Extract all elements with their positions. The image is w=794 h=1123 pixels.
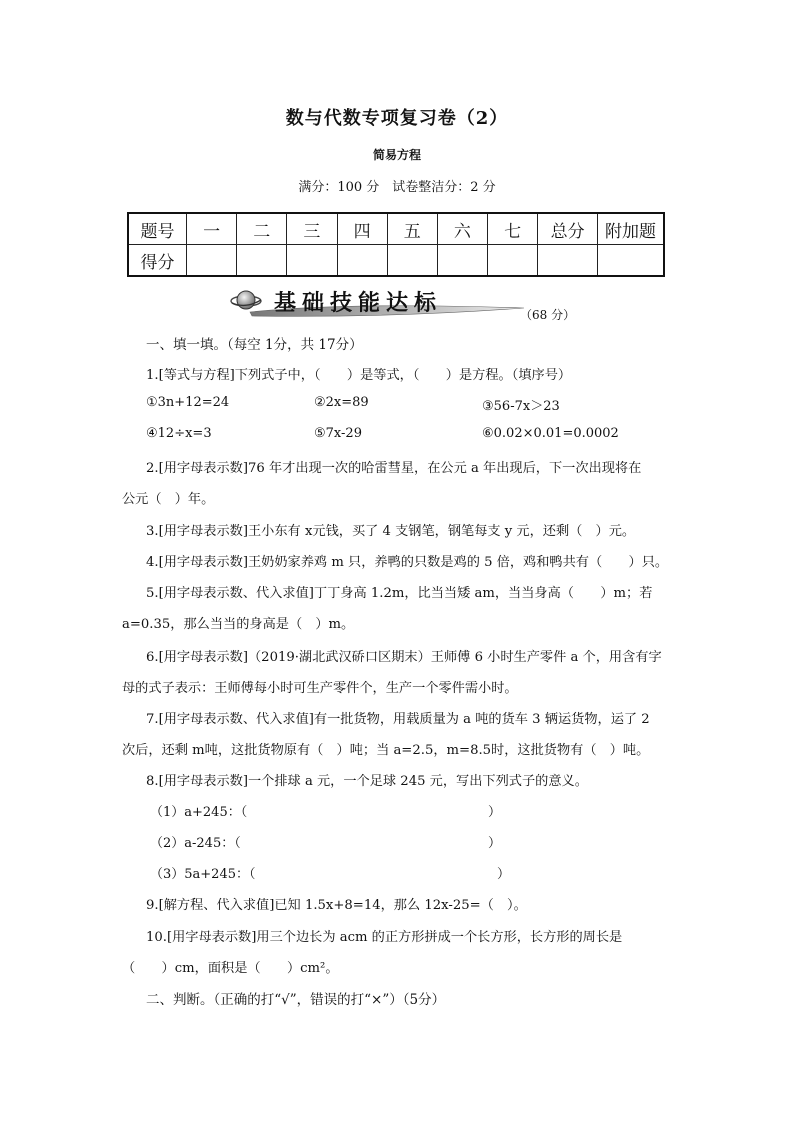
question-10-line1: 10.[用字母表示数]用三个边长为 acm 的正方形拼成一个长方形，长方形的周长是 bbox=[146, 930, 623, 945]
score-header-cell: 四 bbox=[337, 213, 387, 245]
question-8-item-1: （1）a+245：（ bbox=[150, 805, 248, 820]
page-title: 数与代数专项复习卷（2） bbox=[285, 108, 509, 129]
score-cell[interactable] bbox=[437, 245, 487, 277]
score-cell[interactable] bbox=[538, 245, 598, 277]
question-6-line2: 母的式子表示：王师傅每小时可生产零件个，生产一个零件需小时。 bbox=[122, 681, 518, 696]
question-6-line1: 6.[用字母表示数]（2019·湖北武汉硚口区期末）王师傅 6 小时生产零件 a 个，用含有字 bbox=[146, 650, 662, 665]
option-6: ⑥0.02×0.01=0.0002 bbox=[482, 426, 619, 441]
section-banner bbox=[228, 282, 528, 320]
banner-title: 基础技能达标 bbox=[274, 291, 443, 316]
option-5: ⑤7x-29 bbox=[314, 426, 362, 441]
question-4: 4.[用字母表示数]王奶奶家养鸡 m 只，养鸭的只数是鸡的 5 倍，鸡和鸭共有（ ）只。 bbox=[146, 555, 669, 570]
score-cell[interactable] bbox=[598, 245, 664, 277]
question-9: 9.[解方程、代入求值]已知 1.5x+8=14，那么 12x-25=（ ）。 bbox=[146, 898, 527, 913]
question-3: 3.[用字母表示数]王小东有 x元钱，买了 4 支钢笔，钢笔每支 y 元，还剩（ ）元。 bbox=[146, 524, 636, 539]
question-8: 8.[用字母表示数]一个排球 a 元，一个足球 245 元，写出下列式子的意义。 bbox=[146, 774, 588, 789]
question-5-line2: a=0.35，那么当当的身高是（ ）m。 bbox=[122, 617, 355, 632]
score-cell[interactable] bbox=[488, 245, 538, 277]
option-3: ③56-7x＞23 bbox=[482, 399, 560, 414]
question-7-line1: 7.[用字母表示数、代入求值]有一批货物，用载质量为 a 吨的货车 3 辆运货物，运了 2 bbox=[146, 712, 650, 727]
score-header-cell: 二 bbox=[237, 213, 287, 245]
score-header-cell: 七 bbox=[488, 213, 538, 245]
score-header-cell: 一 bbox=[186, 213, 236, 245]
question-8-item-2-close: ） bbox=[488, 836, 502, 851]
score-row-label: 得分 bbox=[128, 245, 186, 277]
score-header-cell: 五 bbox=[387, 213, 437, 245]
score-table bbox=[127, 212, 665, 277]
question-8-item-3-close: ） bbox=[497, 867, 511, 882]
question-8-item-2: （2）a-245：（ bbox=[150, 836, 241, 851]
section1-heading: 一、填一填。（每空 1分，共 17分） bbox=[146, 337, 363, 353]
question-7-line2: 次后，还剩 m吨，这批货物原有（ ）吨；当 a=2.5，m=8.5时，这批货物有（ ）吨。 bbox=[122, 743, 650, 758]
score-header-cell: 六 bbox=[437, 213, 487, 245]
option-1: ①3n+12=24 bbox=[146, 395, 230, 410]
score-header-cell: 总分 bbox=[538, 213, 598, 245]
question-5-line1: 5.[用字母表示数、代入求值]丁丁身高 1.2m，比当当矮 am，当当身高（ ）m；若 bbox=[146, 586, 653, 601]
score-cell[interactable] bbox=[186, 245, 236, 277]
question-10-line2: （ ）cm，面积是（ ）cm²。 bbox=[122, 961, 339, 976]
question-8-item-1-close: ） bbox=[488, 805, 502, 820]
score-cell[interactable] bbox=[387, 245, 437, 277]
score-cell[interactable] bbox=[337, 245, 387, 277]
question-2-line2: 公元（ ）年。 bbox=[122, 492, 215, 507]
score-info: 满分：100 分 试卷整洁分：2 分 bbox=[298, 180, 496, 195]
question-1: 1.[等式与方程]下列式子中，（ ）是等式，（ ）是方程。（填序号） bbox=[146, 368, 572, 383]
score-table-score-row bbox=[128, 245, 664, 277]
score-cell[interactable] bbox=[237, 245, 287, 277]
page-subtitle: 简易方程 bbox=[372, 148, 421, 162]
score-header-cell: 附加题 bbox=[598, 213, 664, 245]
question-8-item-3: （3）5a+245：（ bbox=[150, 867, 256, 882]
score-header-cell: 题号 bbox=[128, 213, 186, 245]
banner-score: （68 分） bbox=[520, 308, 576, 322]
option-4: ④12÷x=3 bbox=[146, 426, 212, 441]
question-2-line1: 2.[用字母表示数]76 年才出现一次的哈雷彗星，在公元 a 年出现后，下一次出现将在 bbox=[146, 461, 642, 476]
score-table-header-row bbox=[128, 213, 664, 245]
score-cell[interactable] bbox=[287, 245, 337, 277]
option-2: ②2x=89 bbox=[314, 395, 369, 410]
section2-heading: 二、判断。（正确的打“√”，错误的打“×”）（5分） bbox=[146, 992, 446, 1008]
score-header-cell: 三 bbox=[287, 213, 337, 245]
